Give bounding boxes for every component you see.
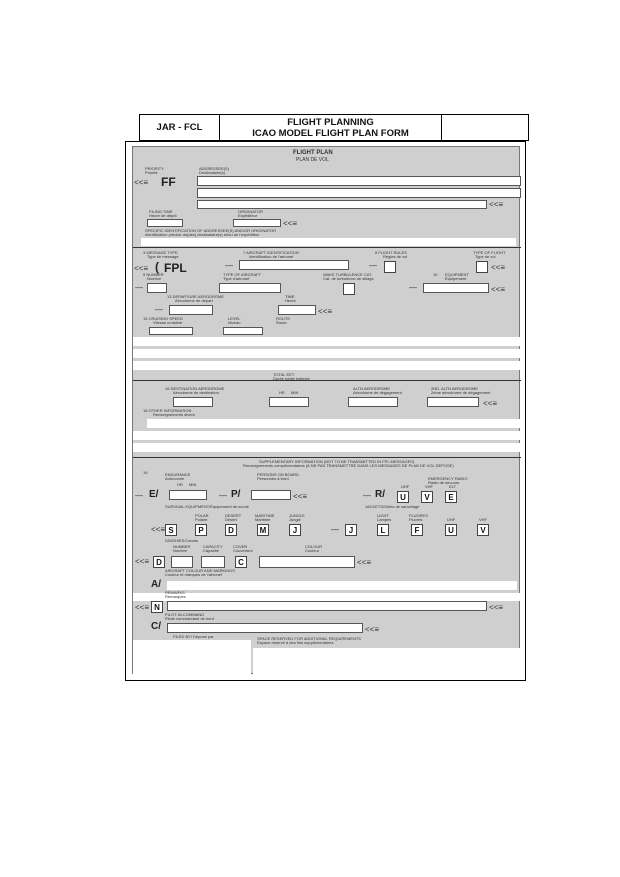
- type-aircraft-field[interactable]: [219, 283, 281, 293]
- survival-jungle: JUNGLE: [289, 513, 305, 518]
- jackets-vhf: VHF: [479, 517, 487, 522]
- originator-label-fr: Expéditeur: [238, 213, 258, 218]
- remarks-label-fr: Remarques: [165, 594, 186, 599]
- item8-label-fr: Règles de vol: [383, 254, 408, 259]
- message-type-open: (: [155, 260, 159, 274]
- dinghies-cover: COVER: [233, 544, 248, 549]
- filing-time-label-fr: Heure de dépôt: [149, 213, 177, 218]
- dinghies-arrow: <<≡: [135, 557, 150, 566]
- addressee-field-3[interactable]: [197, 200, 487, 209]
- filed-by-label: FILED BY/ Déposé par: [173, 634, 214, 639]
- persons-field[interactable]: [251, 490, 291, 500]
- altn-aerodrome-field[interactable]: [348, 397, 398, 407]
- priority-code: FF: [161, 175, 176, 189]
- jackets-box-u[interactable]: U: [445, 524, 457, 536]
- survival-desert: DESERT: [225, 513, 242, 518]
- jackets-light-fr: Lampes: [377, 517, 392, 522]
- endurance-field[interactable]: [169, 490, 207, 500]
- section-divider-3: [133, 457, 521, 458]
- emergency-vhf: VHF: [425, 484, 433, 489]
- remarks-end-arrow: <<≡: [489, 603, 504, 612]
- item3-label: 3 MESSAGE TYPE: [143, 250, 178, 255]
- originator-label: ORIGINATOR: [238, 209, 263, 214]
- dinghies-end-arrow: <<≡: [357, 558, 372, 567]
- level-label: LEVEL: [228, 316, 241, 321]
- item10-label-fr: Équipement: [445, 276, 467, 281]
- persons-dash: —: [219, 491, 227, 500]
- item13-arrow: <<≡: [318, 307, 333, 316]
- wake-turbulence-label-fr: Cat. de turbulence de sillage: [323, 276, 374, 281]
- endurance-hr: HR: [177, 482, 183, 487]
- jackets-box-f[interactable]: F: [411, 524, 423, 536]
- emergency-elt: ELT: [449, 484, 457, 489]
- header-left-cell: JAR - FCL: [140, 115, 220, 140]
- filed-by-field[interactable]: [133, 640, 251, 674]
- originator-arrow: <<≡: [283, 219, 298, 228]
- dinghies-label: DINGHIES/Canots: [165, 538, 199, 543]
- dinghies-colour-field[interactable]: [259, 556, 355, 568]
- survival-polar-fr: Polaire: [195, 517, 208, 522]
- addressee-label-fr: Destinataire(s): [199, 170, 226, 175]
- item9-label: 9 NUMBER: [143, 272, 164, 277]
- item8-label: 8 FLIGHT RULES: [375, 250, 407, 255]
- wake-turbulence-box[interactable]: [343, 283, 355, 295]
- wake-turbulence-label: WAKE TURBULENCE CAT.: [323, 272, 373, 277]
- jackets-dash: —: [331, 525, 339, 534]
- persons-label: PERSONS ON BOARD: [257, 472, 300, 477]
- addressee-field-2[interactable]: [197, 188, 521, 198]
- space-reserved-label: SPACE RESERVED FOR ADDITIONAL REQUIREMENTS: [257, 636, 361, 641]
- survival-box-j[interactable]: J: [289, 524, 301, 536]
- jackets-label: JACKETS/Gilets de sauvetage: [365, 504, 420, 509]
- remarks-box-n[interactable]: N: [151, 601, 163, 613]
- survival-maritime-fr: Maritime: [255, 517, 271, 522]
- survival-box-s[interactable]: S: [165, 524, 177, 536]
- aircraft-colour-field[interactable]: [167, 581, 517, 590]
- item8-arrow: <<≡: [491, 263, 506, 272]
- supplementary-label-fr: Renseignements complémentaires (À NE PAS TRANSMETTRE DANS LES MESSAGES DE PLAN DE VOL DÉPOSÉ): [243, 463, 454, 468]
- item13-label: 13 DEPARTURE AERODROME: [167, 294, 224, 299]
- endurance-label: ENDURANCE: [165, 472, 191, 477]
- specific-id-label: SPECIFIC IDENTIFICATION OF ADDRESSEE(S) AND/OR ORIGINATOR: [145, 228, 277, 233]
- item16-label: 16 DESTINATION AERODROME: [165, 386, 225, 391]
- emergency-label-fr: Radio de secours: [428, 480, 460, 485]
- emergency-box-u[interactable]: U: [397, 491, 409, 503]
- item10-num: 10: [433, 272, 438, 277]
- survival-box-p[interactable]: P: [195, 524, 207, 536]
- persons-label-fr: Personnes à bord: [257, 476, 289, 481]
- header-right-cell: [442, 115, 528, 140]
- supplementary-label: SUPPLEMENTARY INFORMATION (NOT TO BE TRANSMITTED IN FPL MESSAGES): [259, 459, 415, 464]
- item10-arrow: <<≡: [491, 285, 506, 294]
- endurance-dash: —: [135, 491, 143, 500]
- item3-arrow: <<≡: [134, 264, 149, 273]
- aircraft-colour-label: AIRCRAFT COLOUR AND MARKINGS: [165, 568, 235, 573]
- jackets-box-v[interactable]: V: [477, 524, 489, 536]
- section-divider-1: [133, 247, 521, 248]
- pilot-label-fr: Pilote commandant de bord: [165, 616, 214, 621]
- dinghies-box-d[interactable]: D: [153, 556, 165, 568]
- departure-aerodrome-field[interactable]: [169, 305, 213, 315]
- type-aircraft-label: TYPE OF AIRCRAFT: [223, 272, 262, 277]
- pilot-code: C/: [151, 621, 161, 632]
- emergency-label: EMERGENCY RADIO: [428, 476, 468, 481]
- route-line-3[interactable]: [133, 361, 521, 370]
- item3-label-fr: Type de message: [147, 254, 179, 259]
- header-title-cell: [220, 115, 442, 140]
- time-field[interactable]: [278, 305, 316, 315]
- header-table: [139, 114, 529, 141]
- survival-jungle-fr: Jungle: [289, 517, 301, 522]
- jackets-fluores: FLUORES: [409, 513, 428, 518]
- survival-maritime: MARITIME: [255, 513, 275, 518]
- other-info-line-2[interactable]: [133, 431, 521, 440]
- survival-arrow: <<≡: [151, 525, 166, 534]
- filing-time-field[interactable]: [147, 219, 183, 227]
- altn2-label: 2ND. ALTN AERODROME: [431, 386, 479, 391]
- time-label: TIME: [285, 294, 295, 299]
- item8-dash: —: [369, 261, 377, 270]
- altn-label: ALTN AERODROME: [353, 386, 391, 391]
- item13-label-fr: Aérodrome de départ: [175, 298, 213, 303]
- item10-label: EQUIPMENT: [445, 272, 469, 277]
- form-subtitle: PLAN DE VOL: [296, 157, 329, 163]
- item7-label-fr: Identification de l'aéronef: [249, 254, 294, 259]
- total-eet-hr: HR: [279, 390, 285, 395]
- survival-box-m[interactable]: M: [257, 524, 269, 536]
- endurance-code: E/: [149, 489, 159, 500]
- survival-desert-fr: Désert: [225, 517, 237, 522]
- survival-label: SURVIVAL EQUIPMENT/Équipement de survie: [165, 504, 249, 509]
- form-title: FLIGHT PLAN: [293, 150, 333, 156]
- dinghies-cover-fr: Couverture: [233, 548, 253, 553]
- flight-rules-box[interactable]: [384, 261, 396, 273]
- priority-arrow: <<≡: [134, 178, 149, 187]
- item19-num: 19: [143, 470, 148, 475]
- jackets-uhf: UHF: [447, 517, 456, 522]
- originator-field[interactable]: [233, 219, 281, 227]
- endurance-label-fr: Autonomie: [165, 476, 185, 481]
- persons-code: P/: [231, 489, 241, 500]
- altn-label-fr: Aérodrome de dégagement: [353, 390, 402, 395]
- route-label-fr: Route: [276, 320, 287, 325]
- item9-label-fr: Nombre: [147, 276, 162, 281]
- aircraft-colour-code: A/: [151, 579, 161, 590]
- time-label-fr: Heure: [285, 298, 296, 303]
- priority-label-fr: Priorité: [145, 170, 158, 175]
- endurance-min: MIN: [189, 482, 197, 487]
- space-reserved-field: [253, 648, 521, 674]
- type-of-flight-label: TYPE OF FLIGHT: [473, 250, 506, 255]
- item16-label-fr: Aérodrome de destination: [173, 390, 219, 395]
- route-line-2[interactable]: [133, 349, 521, 358]
- emergency-code: R/: [375, 489, 385, 500]
- total-eet-field[interactable]: [269, 397, 309, 407]
- altn2-label-fr: 2ème aérodrome de dégagement: [431, 390, 491, 395]
- total-eet-label-fr: Durée totale estimée: [273, 376, 310, 381]
- item18-label-fr: Renseignements divers: [153, 412, 195, 417]
- other-info-line-3[interactable]: [133, 443, 521, 452]
- remarks-label: REMARKS: [165, 590, 185, 595]
- emergency-box-e[interactable]: E: [445, 491, 457, 503]
- persons-arrow: <<≡: [293, 492, 308, 501]
- dinghies-capacity: CAPACITY: [203, 544, 223, 549]
- item7-label: 7 AIRCRAFT IDENTIFICATION: [243, 250, 299, 255]
- destination-aerodrome-field[interactable]: [173, 397, 213, 407]
- pilot-arrow: <<≡: [365, 625, 380, 634]
- header-title-line1: FLIGHT PLANNING: [287, 116, 374, 128]
- specific-id-field[interactable]: [141, 238, 516, 246]
- addressee-label: ADDRESSEE(S): [199, 166, 230, 171]
- number-field[interactable]: [147, 283, 167, 293]
- item15-label: 15 CRUISING SPEED: [143, 316, 183, 321]
- dinghies-colour-fr: Couleur: [305, 548, 320, 553]
- remarks-arrow: <<≡: [135, 603, 150, 612]
- level-field[interactable]: [223, 327, 263, 335]
- header-title-line2: ICAO MODEL FLIGHT PLAN FORM: [252, 127, 409, 139]
- dinghies-box-c[interactable]: C: [235, 556, 247, 568]
- type-of-flight-label-fr: Type de vol: [475, 254, 496, 259]
- cruising-speed-field[interactable]: [149, 327, 193, 335]
- dinghies-capacity-field[interactable]: [201, 556, 225, 568]
- addressee-field-1[interactable]: [197, 176, 521, 186]
- pilot-field[interactable]: [167, 623, 363, 633]
- specific-id-label-fr: Identification précise du(des) destinataire(s) et/ou de l'expéditeur: [145, 232, 260, 237]
- emergency-uhf: UHF: [401, 484, 410, 489]
- addressee-end-arrow: <<≡: [489, 200, 504, 209]
- item15-label-fr: Vitesse croisière: [153, 320, 183, 325]
- item16-arrow: <<≡: [483, 399, 498, 408]
- route-line-1[interactable]: [133, 337, 521, 346]
- flight-plan-form: [132, 146, 520, 674]
- survival-polar: POLAR: [195, 513, 209, 518]
- aircraft-colour-label-fr: Couleur et marques de l'aéronef: [165, 572, 223, 577]
- pilot-label: PILOT-IN-COMMAND: [165, 612, 205, 617]
- filing-time-label: FILING TIME: [149, 209, 173, 214]
- type-aircraft-label-fr: Type d'aéronef: [223, 276, 250, 281]
- jackets-box-l[interactable]: L: [377, 524, 389, 536]
- dinghies-colour: COLOUR: [305, 544, 323, 549]
- emergency-dash: —: [363, 491, 371, 500]
- item10-dash: —: [409, 283, 417, 292]
- item7-dash: —: [225, 261, 233, 270]
- item9-dash: —: [135, 283, 143, 292]
- priority-label: PRIORITY: [145, 166, 164, 171]
- equipment-field[interactable]: [423, 283, 489, 293]
- level-label-fr: Niveau: [228, 320, 241, 325]
- survival-box-d[interactable]: D: [225, 524, 237, 536]
- section-divider-2: [133, 380, 521, 381]
- total-eet-min: MIN: [291, 390, 299, 395]
- emergency-box-v[interactable]: V: [421, 491, 433, 503]
- remarks-field[interactable]: [167, 601, 487, 611]
- route-label: ROUTE: [276, 316, 290, 321]
- space-reserved-label-fr: Espace réservé à des fins supplémentaires: [257, 640, 334, 645]
- other-info-line-1[interactable]: [147, 419, 521, 428]
- jackets-fluores-fr: Fluores: [409, 517, 423, 522]
- dinghies-capacity-fr: Capacité: [203, 548, 219, 553]
- jackets-light: LIGHT: [377, 513, 389, 518]
- jackets-box-j[interactable]: J: [345, 524, 357, 536]
- item18-label: 18 OTHER INFORMATION: [143, 408, 192, 413]
- aircraft-identification-field[interactable]: [239, 260, 349, 270]
- dinghies-number-field[interactable]: [171, 556, 193, 568]
- type-of-flight-box[interactable]: [476, 261, 488, 273]
- dinghies-number-fr: Nombre: [173, 548, 188, 553]
- altn2-aerodrome-field[interactable]: [427, 397, 479, 407]
- message-type-code: FPL: [164, 261, 187, 275]
- item13-dash: —: [155, 305, 163, 314]
- total-eet-label: TOTAL EET: [273, 372, 295, 377]
- dinghies-number: NUMBER: [173, 544, 191, 549]
